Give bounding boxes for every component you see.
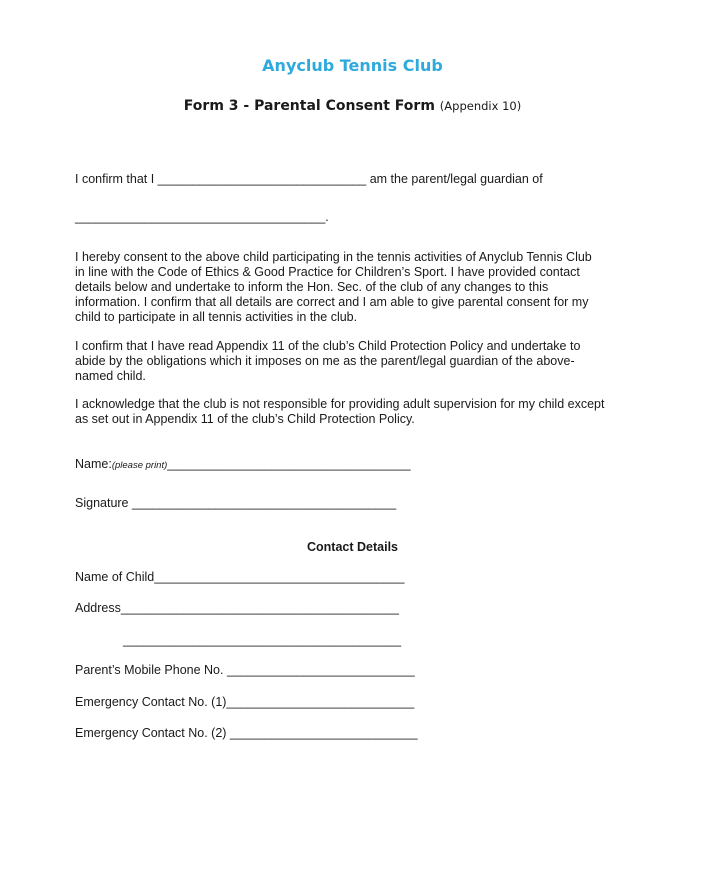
child-name-field[interactable] [75,570,404,585]
policy-paragraph [75,339,635,384]
signature-label: Signature [75,496,129,510]
consent-line: child to participate in all tennis activities in the club. [75,310,358,324]
emergency-contact-2-field[interactable] [75,726,418,741]
consent-line: information. I confirm that all details are correct and I am able to give parental consent for my [75,295,589,309]
address-label: Address [75,601,121,615]
mobile-phone-label: Parent’s Mobile Phone No. [75,663,224,677]
appendix-reference: (Appendix 10) [439,99,522,113]
contact-details-heading: Contact Details [307,540,398,554]
address-input-line-2[interactable]: ________________________________________ [123,633,402,647]
child-name-input-line[interactable]: ____________________________________ [154,570,405,584]
child-name-label: Name of Child [75,570,155,584]
name-label: Name: [75,457,112,471]
form-title [0,98,705,114]
confirm-line-2[interactable]: ____________________________________. [75,210,329,224]
address-input-line-1[interactable]: ________________________________________ [120,601,399,615]
consent-line: in line with the Code of Ethics & Good Practice for Children’s Sport. I have provided contact [75,265,580,279]
emergency-contact-2-label: Emergency Contact No. (2) [75,726,227,740]
supervision-line: as set out in Appendix 11 of the club’s Child Protection Policy. [75,412,415,426]
consent-paragraph [75,250,635,325]
policy-line: abide by the obligations which it imposes on me as the parent/legal guardian of the above- [75,354,575,368]
emergency-contact-1-label: Emergency Contact No. (1) [75,695,227,709]
mobile-phone-field[interactable] [75,663,415,678]
signature-field[interactable] [75,496,396,511]
emergency-contact-2-input-line[interactable]: ___________________________ [226,726,418,740]
name-input-line[interactable]: ___________________________________ [167,457,411,471]
address-field[interactable] [75,601,399,616]
form-title-text: Form 3 - Parental Consent Form [183,98,435,114]
confirm-line-1[interactable]: I confirm that I ______________________________ am the parent/legal guardian of [75,172,543,186]
name-field[interactable] [75,457,411,473]
emergency-contact-1-field[interactable] [75,695,414,710]
consent-line: details below and undertake to inform the Hon. Sec. of the club of any changes to this [75,280,549,294]
supervision-paragraph [75,397,635,427]
policy-line: named child. [75,369,146,383]
emergency-contact-1-input-line[interactable]: ___________________________ [226,695,415,709]
supervision-line: I acknowledge that the club is not responsible for providing adult supervision for my child except [75,397,605,411]
consent-line: I hereby consent to the above child participating in the tennis activities of Anyclub Tennis Club [75,250,592,264]
name-hint: (please print) [111,460,168,471]
club-title: Anyclub Tennis Club [262,56,443,75]
mobile-phone-input-line[interactable]: ___________________________ [223,663,415,677]
policy-line: I confirm that I have read Appendix 11 of the club’s Child Protection Policy and undertake to [75,339,581,353]
signature-input-line[interactable]: ______________________________________ [128,496,397,510]
